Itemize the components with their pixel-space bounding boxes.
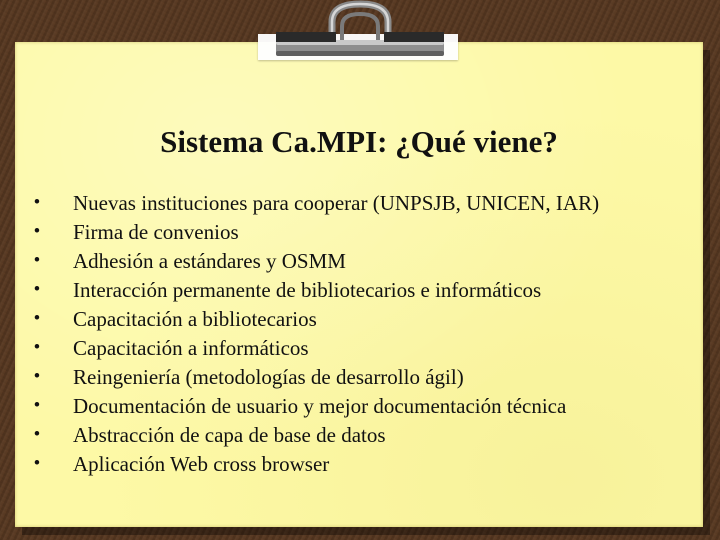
list-item (30, 307, 680, 332)
list-item-text: Documentación de usuario y mejor documentación técnica (73, 393, 567, 418)
bullet-icon: • (33, 220, 41, 242)
bullet-icon: • (33, 278, 41, 300)
list-item (30, 220, 680, 245)
bullet-icon: • (33, 423, 41, 445)
list-item-text: Interacción permanente de bibliotecarios e informáticos (73, 277, 542, 302)
list-item-text: Adhesión a estándares y OSMM (73, 248, 346, 273)
bullet-icon: • (33, 249, 41, 271)
list-item-text: Capacitación a informáticos (73, 335, 309, 360)
list-item-text: Aplicación Web cross browser (73, 451, 330, 476)
binder-clip-icon (260, 0, 460, 80)
bullet-list (30, 191, 680, 481)
list-item (30, 249, 680, 274)
bullet-icon: • (33, 365, 41, 387)
list-item-text: Reingeniería (metodologías de desarrollo ágil) (73, 364, 464, 389)
list-item (30, 365, 680, 390)
list-item (30, 278, 680, 303)
list-item-text: Firma de convenios (73, 219, 239, 244)
list-item (30, 452, 680, 477)
list-item (30, 423, 680, 448)
list-item-text: Abstracción de capa de base de datos (73, 422, 386, 447)
clip-jaw-right (384, 32, 444, 42)
list-item (30, 191, 680, 216)
bullet-icon: • (33, 336, 41, 358)
bullet-icon: • (33, 394, 41, 416)
clip-jaw-left (276, 32, 336, 42)
list-item (30, 394, 680, 419)
list-item-text: Nuevas instituciones para cooperar (UNPSJB, UNICEN, IAR) (73, 191, 600, 215)
bullet-icon: • (33, 307, 41, 329)
list-item (30, 336, 680, 361)
slide-title: Sistema Ca.MPI: ¿Qué viene? (160, 124, 558, 159)
bullet-icon: • (33, 192, 41, 213)
list-item-text: Capacitación a bibliotecarios (73, 306, 317, 331)
bullet-icon: • (33, 452, 41, 474)
